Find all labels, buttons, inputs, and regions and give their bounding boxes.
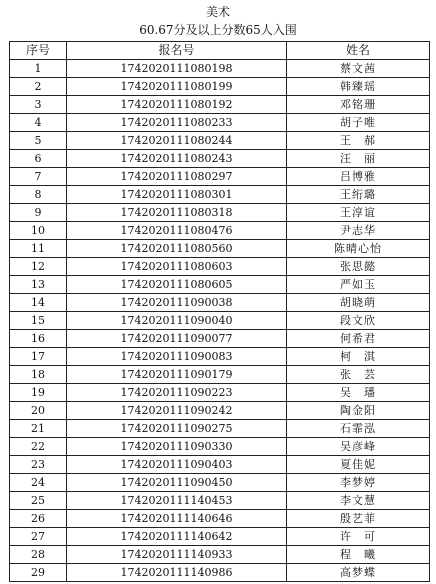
name-cell: 段文欣 bbox=[287, 312, 430, 330]
name-cell: 张思懿 bbox=[287, 258, 430, 276]
table-row bbox=[10, 564, 430, 582]
serial-number-cell: 2 bbox=[10, 78, 67, 96]
registration-number-cell: 1742020111080297 bbox=[67, 168, 287, 186]
table-row bbox=[10, 240, 430, 258]
admission-table bbox=[9, 41, 430, 582]
serial-number-cell: 7 bbox=[10, 168, 67, 186]
table-row bbox=[10, 510, 430, 528]
name-cell: 李文慧 bbox=[287, 492, 430, 510]
table-row bbox=[10, 222, 430, 240]
serial-number-cell: 8 bbox=[10, 186, 67, 204]
name-cell: 吕博雅 bbox=[287, 168, 430, 186]
registration-number-cell: 1742020111090223 bbox=[67, 384, 287, 402]
registration-number-cell: 1742020111140642 bbox=[67, 528, 287, 546]
serial-number-cell: 29 bbox=[10, 564, 67, 582]
table-row bbox=[10, 150, 430, 168]
serial-number-cell: 27 bbox=[10, 528, 67, 546]
serial-number-cell: 3 bbox=[10, 96, 67, 114]
name-cell: 张 芸 bbox=[287, 366, 430, 384]
serial-number-cell: 6 bbox=[10, 150, 67, 168]
serial-number-cell: 10 bbox=[10, 222, 67, 240]
registration-number-cell: 1742020111140986 bbox=[67, 564, 287, 582]
name-cell: 夏佳妮 bbox=[287, 456, 430, 474]
table-row bbox=[10, 384, 430, 402]
table-row bbox=[10, 348, 430, 366]
table-row bbox=[10, 456, 430, 474]
name-cell: 胡晓萌 bbox=[287, 294, 430, 312]
serial-number-cell: 24 bbox=[10, 474, 67, 492]
table-row bbox=[10, 168, 430, 186]
name-cell: 王绗璐 bbox=[287, 186, 430, 204]
table-row bbox=[10, 186, 430, 204]
registration-number-cell: 1742020111080318 bbox=[67, 204, 287, 222]
table-row bbox=[10, 60, 430, 78]
table-row bbox=[10, 438, 430, 456]
registration-number-cell: 1742020111080233 bbox=[67, 114, 287, 132]
table-header-row bbox=[10, 42, 430, 60]
registration-number-cell: 1742020111140646 bbox=[67, 510, 287, 528]
table-row bbox=[10, 204, 430, 222]
serial-number-cell: 12 bbox=[10, 258, 67, 276]
serial-number-cell: 20 bbox=[10, 402, 67, 420]
registration-number-cell: 1742020111090179 bbox=[67, 366, 287, 384]
name-cell: 蔡文茜 bbox=[287, 60, 430, 78]
name-cell: 王 郝 bbox=[287, 132, 430, 150]
registration-number-cell: 1742020111080244 bbox=[67, 132, 287, 150]
registration-number-cell: 1742020111090450 bbox=[67, 474, 287, 492]
serial-number-cell: 22 bbox=[10, 438, 67, 456]
registration-number-cell: 1742020111080301 bbox=[67, 186, 287, 204]
registration-number-cell: 1742020111080192 bbox=[67, 96, 287, 114]
table-row bbox=[10, 132, 430, 150]
registration-number-cell: 1742020111090275 bbox=[67, 420, 287, 438]
serial-number-cell: 19 bbox=[10, 384, 67, 402]
registration-number-cell: 1742020111090040 bbox=[67, 312, 287, 330]
table-row bbox=[10, 330, 430, 348]
name-cell: 高梦蝶 bbox=[287, 564, 430, 582]
registration-number-cell: 1742020111080243 bbox=[67, 150, 287, 168]
name-cell: 尹志华 bbox=[287, 222, 430, 240]
table-row bbox=[10, 312, 430, 330]
serial-number-cell: 14 bbox=[10, 294, 67, 312]
header-serial-number: 序号 bbox=[10, 42, 67, 60]
serial-number-cell: 28 bbox=[10, 546, 67, 564]
name-cell: 王淳谊 bbox=[287, 204, 430, 222]
table-row bbox=[10, 96, 430, 114]
serial-number-cell: 11 bbox=[10, 240, 67, 258]
page-title: 美术 bbox=[205, 5, 230, 19]
serial-number-cell: 9 bbox=[10, 204, 67, 222]
serial-number-cell: 13 bbox=[10, 276, 67, 294]
header-name: 姓名 bbox=[287, 42, 430, 60]
registration-number-cell: 1742020111090403 bbox=[67, 456, 287, 474]
registration-number-cell: 1742020111090242 bbox=[67, 402, 287, 420]
name-cell: 柯 淇 bbox=[287, 348, 430, 366]
serial-number-cell: 23 bbox=[10, 456, 67, 474]
serial-number-cell: 26 bbox=[10, 510, 67, 528]
registration-number-cell: 1742020111080560 bbox=[67, 240, 287, 258]
name-cell: 吴彦峰 bbox=[287, 438, 430, 456]
name-cell: 邓铭珊 bbox=[287, 96, 430, 114]
header-registration-number: 报名号 bbox=[67, 42, 287, 60]
table-row bbox=[10, 474, 430, 492]
registration-number-cell: 1742020111080198 bbox=[67, 60, 287, 78]
table-row bbox=[10, 420, 430, 438]
table-body bbox=[10, 60, 430, 582]
serial-number-cell: 25 bbox=[10, 492, 67, 510]
registration-number-cell: 1742020111090077 bbox=[67, 330, 287, 348]
table-row bbox=[10, 546, 430, 564]
table-row bbox=[10, 294, 430, 312]
name-cell: 陶金阳 bbox=[287, 402, 430, 420]
table-row bbox=[10, 492, 430, 510]
serial-number-cell: 18 bbox=[10, 366, 67, 384]
table-row bbox=[10, 258, 430, 276]
registration-number-cell: 1742020111080603 bbox=[67, 258, 287, 276]
table-row bbox=[10, 276, 430, 294]
serial-number-cell: 17 bbox=[10, 348, 67, 366]
name-cell: 许 可 bbox=[287, 528, 430, 546]
table-row bbox=[10, 528, 430, 546]
serial-number-cell: 5 bbox=[10, 132, 67, 150]
name-cell: 韩臻瑶 bbox=[287, 78, 430, 96]
registration-number-cell: 1742020111140453 bbox=[67, 492, 287, 510]
registration-number-cell: 1742020111140933 bbox=[67, 546, 287, 564]
table-row bbox=[10, 78, 430, 96]
registration-number-cell: 1742020111080199 bbox=[67, 78, 287, 96]
name-cell: 何希君 bbox=[287, 330, 430, 348]
name-cell: 吴 璠 bbox=[287, 384, 430, 402]
name-cell: 严如玉 bbox=[287, 276, 430, 294]
table-row bbox=[10, 114, 430, 132]
name-cell: 石霏泓 bbox=[287, 420, 430, 438]
name-cell: 陈晴心怡 bbox=[287, 240, 430, 258]
serial-number-cell: 1 bbox=[10, 60, 67, 78]
name-cell: 李梦婷 bbox=[287, 474, 430, 492]
name-cell: 殷艺菲 bbox=[287, 510, 430, 528]
registration-number-cell: 1742020111090083 bbox=[67, 348, 287, 366]
name-cell: 程 曦 bbox=[287, 546, 430, 564]
serial-number-cell: 4 bbox=[10, 114, 67, 132]
name-cell: 汪 丽 bbox=[287, 150, 430, 168]
registration-number-cell: 1742020111090038 bbox=[67, 294, 287, 312]
registration-number-cell: 1742020111080476 bbox=[67, 222, 287, 240]
serial-number-cell: 16 bbox=[10, 330, 67, 348]
name-cell: 胡子唯 bbox=[287, 114, 430, 132]
serial-number-cell: 21 bbox=[10, 420, 67, 438]
serial-number-cell: 15 bbox=[10, 312, 67, 330]
table-row bbox=[10, 366, 430, 384]
registration-number-cell: 1742020111090330 bbox=[67, 438, 287, 456]
table-row bbox=[10, 402, 430, 420]
registration-number-cell: 1742020111080605 bbox=[67, 276, 287, 294]
page-subtitle: 60.67分及以上分数65人入围 bbox=[139, 23, 297, 37]
